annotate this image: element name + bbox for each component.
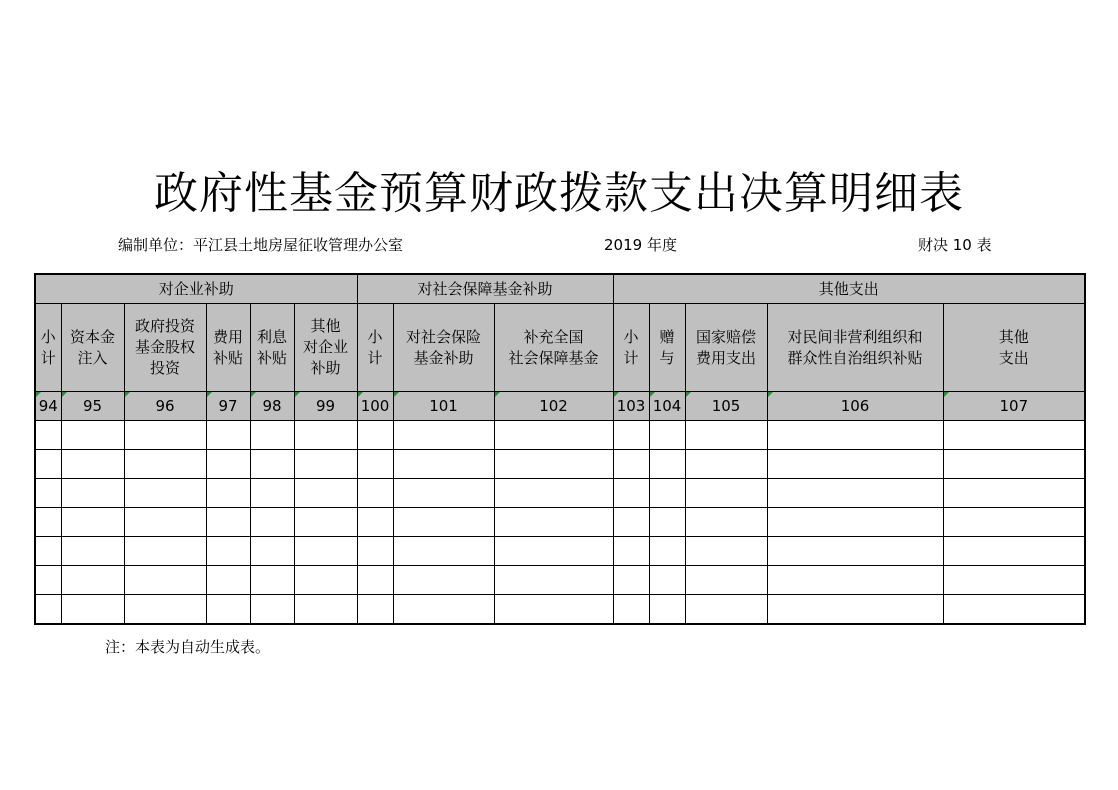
column-header	[685, 304, 767, 392]
table-row	[35, 421, 1085, 450]
table-cell	[35, 508, 61, 537]
table-cell	[649, 537, 685, 566]
column-header	[250, 304, 294, 392]
table-row	[35, 508, 1085, 537]
table-cell	[294, 566, 357, 595]
table-cell	[206, 508, 250, 537]
column-header	[294, 304, 357, 392]
column-header	[943, 304, 1085, 392]
column-code: 94	[35, 392, 61, 421]
table-cell	[943, 595, 1085, 625]
column-header-line: 政府投资	[134, 317, 195, 335]
table-row	[35, 450, 1085, 479]
table-cell	[35, 566, 61, 595]
table-cell	[250, 421, 294, 450]
column-header-line: 补贴	[212, 348, 243, 367]
table-cell	[943, 508, 1085, 537]
table-cell	[61, 595, 124, 625]
table-cell	[685, 537, 767, 566]
column-header-line: 投资	[149, 359, 180, 377]
table-cell	[685, 450, 767, 479]
table-cell	[685, 479, 767, 508]
column-header-line: 费用支出	[696, 348, 757, 367]
column-header-line: 基金补助	[413, 348, 474, 367]
table-cell	[943, 566, 1085, 595]
table-cell	[35, 595, 61, 625]
column-header-line: 社会保障基金	[508, 348, 599, 367]
column-header-line: 赠	[659, 327, 675, 346]
column-code: 95	[61, 392, 124, 421]
column-header-line: 支出	[998, 348, 1029, 367]
column-header	[649, 304, 685, 392]
table-cell	[294, 421, 357, 450]
group-enterprise-subsidy: 对企业补助	[35, 274, 357, 304]
table-cell	[357, 508, 393, 537]
table-cell	[357, 537, 393, 566]
table-cell	[357, 450, 393, 479]
table-cell	[613, 537, 649, 566]
group-header-row	[35, 274, 1085, 304]
table-cell	[294, 450, 357, 479]
table-cell	[613, 508, 649, 537]
column-header-line: 基金股权	[134, 338, 195, 356]
table-cell	[613, 595, 649, 625]
table-cell	[250, 537, 294, 566]
column-header-line: 对社会保险	[406, 327, 482, 346]
table-cell	[206, 450, 250, 479]
column-header-line: 计	[623, 348, 639, 367]
table-cell	[294, 537, 357, 566]
table-cell	[393, 421, 494, 450]
table-cell	[393, 508, 494, 537]
column-header	[393, 304, 494, 392]
table-cell	[357, 566, 393, 595]
table-cell	[649, 566, 685, 595]
table-cell	[649, 508, 685, 537]
table-note: 注：本表为自动生成表。	[105, 638, 271, 656]
table-cell	[206, 537, 250, 566]
table-cell	[124, 450, 206, 479]
column-header	[613, 304, 649, 392]
table-cell	[649, 479, 685, 508]
table-cell	[943, 450, 1085, 479]
table-cell	[767, 421, 943, 450]
table-cell	[767, 537, 943, 566]
column-code: 96	[124, 392, 206, 421]
column-header	[124, 304, 206, 392]
table-cell	[649, 421, 685, 450]
table-cell	[685, 595, 767, 625]
table-cell	[61, 537, 124, 566]
table-cell	[613, 421, 649, 450]
table-cell	[206, 595, 250, 625]
column-header-line: 对民间非营利组织和	[787, 327, 923, 346]
table-cell	[685, 421, 767, 450]
column-header	[61, 304, 124, 392]
column-header	[206, 304, 250, 392]
table-cell	[613, 566, 649, 595]
table-cell	[613, 479, 649, 508]
column-header-line: 补贴	[256, 348, 287, 367]
column-header-line: 利息	[256, 327, 287, 346]
column-code: 101	[393, 392, 494, 421]
table-cell	[250, 450, 294, 479]
column-header	[767, 304, 943, 392]
table-cell	[124, 537, 206, 566]
table-cell	[767, 479, 943, 508]
column-header-line: 计	[40, 348, 56, 367]
table-cell	[294, 508, 357, 537]
column-header-line: 注入	[77, 348, 108, 367]
fiscal-year: 2019 年度	[604, 236, 677, 254]
column-code: 98	[250, 392, 294, 421]
table-cell	[35, 479, 61, 508]
table-cell	[206, 421, 250, 450]
column-code: 99	[294, 392, 357, 421]
table-cell	[494, 537, 613, 566]
table-cell	[357, 595, 393, 625]
table-cell	[250, 595, 294, 625]
column-header	[35, 304, 61, 392]
column-header-line: 小	[623, 327, 639, 346]
table-cell	[685, 566, 767, 595]
table-cell	[767, 566, 943, 595]
column-header-line: 计	[367, 348, 383, 367]
table-cell	[494, 508, 613, 537]
table-cell	[494, 450, 613, 479]
column-code: 105	[685, 392, 767, 421]
column-header-line: 群众性自治组织补贴	[787, 348, 923, 367]
table-cell	[613, 450, 649, 479]
table-cell	[767, 450, 943, 479]
table-cell	[124, 508, 206, 537]
column-header	[357, 304, 393, 392]
column-code: 106	[767, 392, 943, 421]
table-cell	[767, 595, 943, 625]
column-code: 100	[357, 392, 393, 421]
table-cell	[250, 508, 294, 537]
column-header-line: 对企业	[303, 338, 349, 356]
table-cell	[393, 479, 494, 508]
table-row	[35, 595, 1085, 625]
table-cell	[250, 566, 294, 595]
table-cell	[943, 537, 1085, 566]
column-code: 97	[206, 392, 250, 421]
column-header-line: 补充全国	[523, 327, 584, 346]
table-cell	[494, 421, 613, 450]
group-other-expenditure: 其他支出	[613, 274, 1085, 304]
table-cell	[124, 595, 206, 625]
table-row	[35, 479, 1085, 508]
table-cell	[393, 566, 494, 595]
column-code-row	[35, 392, 1085, 421]
column-header-line: 费用	[212, 327, 243, 346]
column-code: 102	[494, 392, 613, 421]
column-code: 104	[649, 392, 685, 421]
report-title: 政府性基金预算财政拨款支出决算明细表	[154, 168, 964, 219]
compiling-unit: 编制单位：平江县土地房屋征收管理办公室	[118, 236, 404, 254]
table-cell	[393, 537, 494, 566]
table-cell	[250, 479, 294, 508]
column-header-line: 国家赔偿	[696, 327, 757, 346]
column-header-line: 补助	[310, 359, 341, 377]
table-row	[35, 537, 1085, 566]
table-cell	[494, 595, 613, 625]
table-cell	[393, 450, 494, 479]
column-header-line: 其他	[310, 317, 341, 335]
form-number: 财决 10 表	[918, 236, 992, 254]
table-cell	[124, 566, 206, 595]
table-cell	[294, 479, 357, 508]
table-cell	[649, 595, 685, 625]
table-cell	[35, 421, 61, 450]
column-header-line: 资本金	[69, 327, 115, 346]
table-cell	[393, 595, 494, 625]
column-header-line: 小	[367, 327, 383, 346]
table-cell	[494, 566, 613, 595]
table-cell	[206, 479, 250, 508]
table-cell	[61, 566, 124, 595]
column-header-line: 其他	[998, 327, 1029, 346]
table-row	[35, 566, 1085, 595]
table-cell	[61, 421, 124, 450]
column-header-line: 小	[40, 327, 56, 346]
table-cell	[35, 537, 61, 566]
table-cell	[61, 450, 124, 479]
table-cell	[943, 479, 1085, 508]
column-header-row	[35, 304, 1085, 392]
column-code: 107	[943, 392, 1085, 421]
table-cell	[494, 479, 613, 508]
table-cell	[124, 479, 206, 508]
table-cell	[649, 450, 685, 479]
table-cell	[943, 421, 1085, 450]
table-cell	[294, 595, 357, 625]
table-cell	[35, 450, 61, 479]
expenditure-table	[34, 273, 1086, 625]
column-code: 103	[613, 392, 649, 421]
column-header	[494, 304, 613, 392]
table-cell	[357, 479, 393, 508]
group-social-security-subsidy: 对社会保障基金补助	[357, 274, 613, 304]
table-cell	[357, 421, 393, 450]
table-cell	[206, 566, 250, 595]
table-cell	[767, 508, 943, 537]
table-cell	[61, 508, 124, 537]
table-cell	[61, 479, 124, 508]
column-header-line: 与	[659, 348, 675, 367]
table-cell	[685, 508, 767, 537]
table-cell	[124, 421, 206, 450]
